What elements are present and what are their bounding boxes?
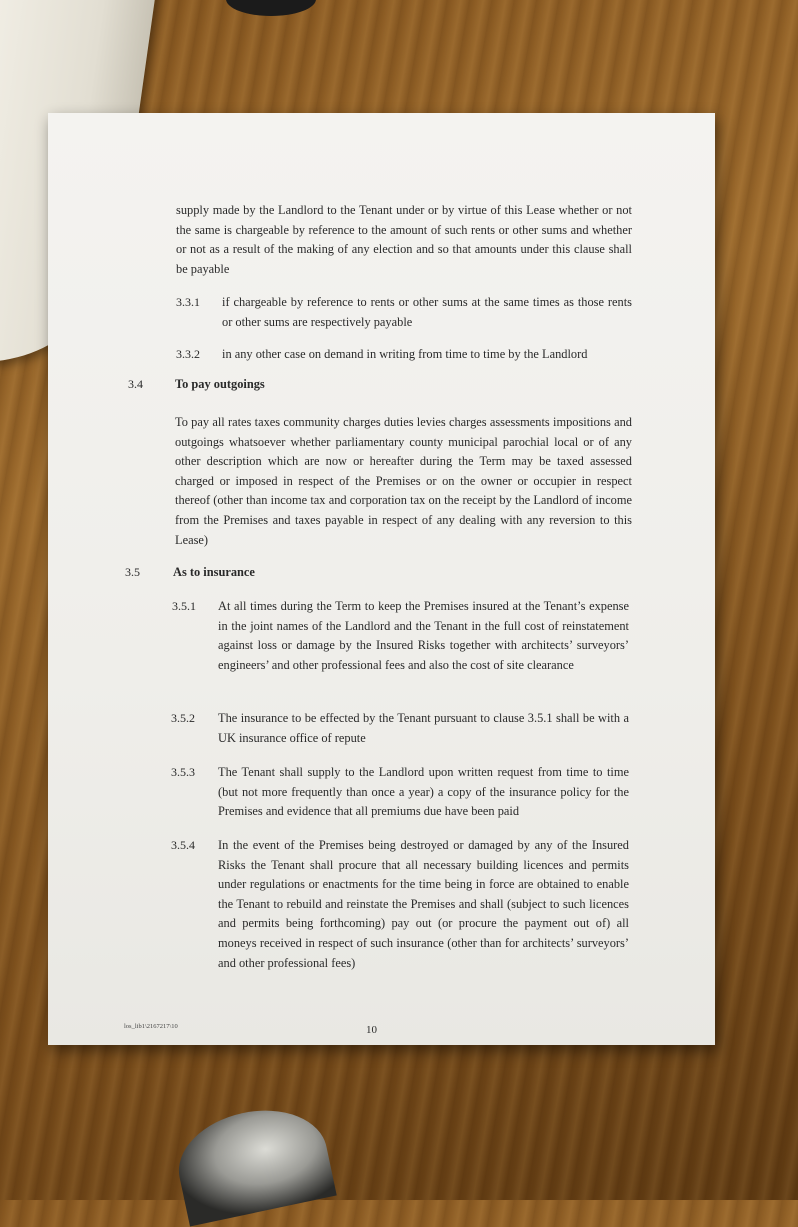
section-number: 3.5 [125,565,140,579]
clause-text: The insurance to be effected by the Tenant pursuant to clause 3.5.1 shall be with a UK insurance office of repute [218,711,629,745]
section-number: 3.4 [128,377,143,391]
clause-number: 3.5.1 [172,599,196,613]
clause-text: At all times during the Term to keep the Premises insured at the Tenant’s expense in the joint names of the Landlord and the Tenant in the full cost of reinstatement against loss or damage by the Insured Risks together with architects’ surveyors’ engineers’ and other professional fees and also the cost of site clearance [218,599,629,672]
intro-paragraph: supply made by the Landlord to the Tenant under or by virtue of this Lease whether or not the same is chargeable by reference to the amount of such rents or other sums and whether or not as a result of the making of any election and so that amounts under this clause shall be payable [176,203,632,276]
clause-number: 3.5.4 [171,838,195,852]
section-heading: As to insurance [173,565,255,579]
document-page [48,113,715,1045]
clause-number: 3.3.1 [176,295,200,309]
clause-text: in any other case on demand in writing from time to time by the Landlord [222,347,588,361]
clause-text: The Tenant shall supply to the Landlord upon written request from time to time (but not more frequently than once a year) a copy of the insurance policy for the Premises and evidence that all premiums due have been paid [218,765,629,819]
background-object [169,1097,337,1226]
outgoings-paragraph: To pay all rates taxes community charges duties levies charges assessments impositions and outgoings whatsoever whether parliamentary county municipal parochial local or of any other description which are now or hereafter during the Term may be taxed assessed charged or imposed in respect of the Premises or on the owner or occupier in respect thereof (other than income tax and corporation tax on the receipt by the Landlord of income from the Premises and taxes payable in respect of any dealing with any reversion to this Lease) [175,415,632,547]
clause-number: 3.5.3 [171,765,195,779]
section-heading: To pay outgoings [175,377,265,391]
document-reference: los_lib1\2167217\10 [124,1023,178,1030]
clause-number: 3.5.2 [171,711,195,725]
clause-number: 3.3.2 [176,347,200,361]
clause-text: In the event of the Premises being destroyed or damaged by any of the Insured Risks the Tenant shall procure that all necessary building licences and permits under regulations or enactments for the time being in force are obtained to enable the Tenant to rebuild and reinstate the Premises and shall (subject to such licences and permits being forthcoming) pay out (or procure the payment out of) all moneys received in respect of such insurance (other than for architects’ surveyors’ and other professional fees) [218,838,629,970]
background-object [226,0,316,16]
page-number: 10 [366,1024,377,1036]
clause-text: if chargeable by reference to rents or other sums at the same times as those rents or other sums are respectively payable [222,295,632,329]
